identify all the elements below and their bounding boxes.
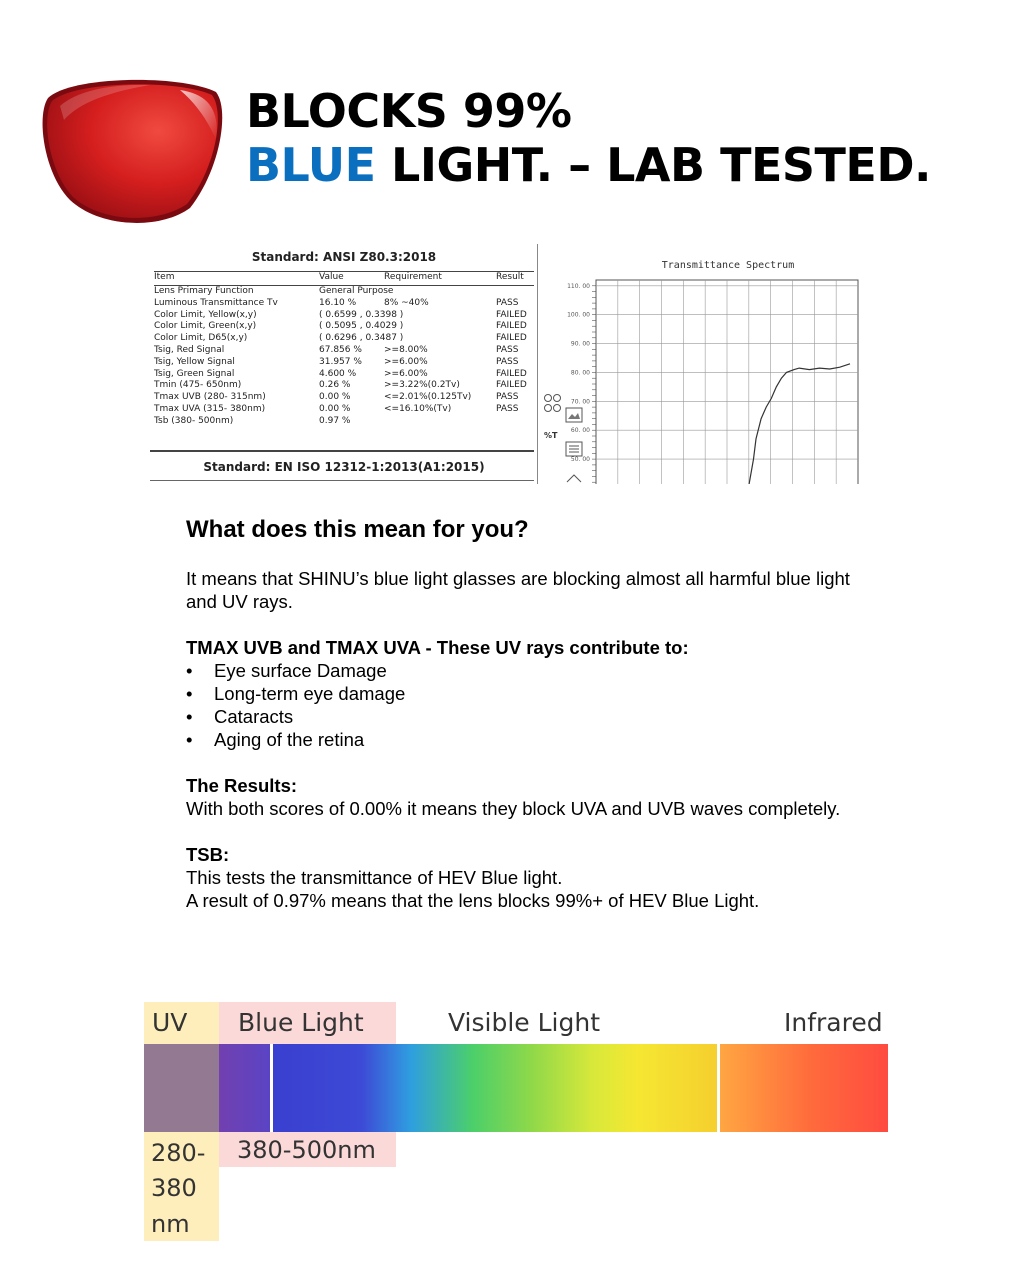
row-value: 0.00 % — [319, 392, 351, 403]
y-tick-label: 90. 00 — [570, 340, 590, 348]
list-item — [186, 682, 866, 705]
y-tick-label: 50. 00 — [570, 456, 590, 464]
table-row — [154, 357, 534, 369]
row-item: Color Limit, D65(x,y) — [154, 333, 248, 344]
lab-report — [148, 242, 540, 484]
pan-icon[interactable] — [545, 395, 561, 412]
list-item — [186, 659, 866, 682]
y-tick-label: 80. 00 — [570, 369, 590, 377]
table-row — [154, 380, 534, 392]
row-requirement: >=6.00% — [384, 356, 428, 367]
tsb-line-2: A result of 0.97% means that the lens blocks 99%+ of HEV Blue Light. — [186, 890, 760, 911]
row-item: Tsig, Green Signal — [154, 368, 235, 379]
row-item: Tsb (380- 500nm) — [154, 415, 234, 426]
row-value: 67.856 % — [319, 345, 362, 355]
table-row — [154, 333, 534, 345]
y-axis-label: %T — [544, 431, 558, 440]
row-result: PASS — [496, 297, 519, 308]
uv-heading: TMAX UVB and TMAX UVA - These UV rays contribute to: — [186, 637, 689, 658]
row-item: Lens Primary Function — [154, 286, 254, 296]
row-value: 0.00 % — [319, 404, 351, 414]
uv-label: UV — [152, 1008, 188, 1037]
explanation-section — [186, 518, 866, 935]
row-value: ( 0.6296 , 0.3487 ) — [319, 333, 404, 344]
row-value: ( 0.5095 , 0.4029 ) — [319, 321, 404, 332]
row-result: FAILED — [496, 309, 527, 320]
col-header-requirement: Requirement — [384, 272, 442, 282]
infrared-band — [720, 1044, 888, 1132]
row-value: General Purpose — [319, 286, 394, 296]
row-item: Color Limit, Green(x,y) — [154, 321, 257, 332]
headline — [246, 84, 931, 192]
row-result: PASS — [496, 392, 519, 403]
headline-line-2 — [246, 138, 931, 192]
row-result: FAILED — [496, 321, 527, 332]
image-icon[interactable] — [566, 408, 582, 422]
grid-view-icon[interactable] — [566, 442, 582, 456]
home-icon[interactable] — [567, 475, 581, 482]
row-item: Tsig, Red Signal — [154, 345, 225, 355]
uv-range-line-2: 380 — [151, 1174, 197, 1202]
violet-band — [219, 1044, 270, 1132]
table-row — [154, 392, 534, 404]
uv-range-line-3: nm — [151, 1210, 190, 1238]
report-header-row — [154, 271, 534, 286]
row-requirement: <=16.10%(Tv) — [384, 404, 452, 414]
y-tick-label: 70. 00 — [570, 398, 590, 406]
table-row — [154, 310, 534, 322]
red-lens-image — [30, 70, 230, 230]
standard-title-en-iso: Standard: EN ISO 12312-1:2013(A1:2015) — [203, 460, 485, 474]
row-value: 0.26 % — [319, 380, 351, 391]
row-value: 0.97 % — [319, 415, 351, 426]
tsb-heading: TSB: — [186, 844, 230, 865]
blue-light-range: 380-500nm — [237, 1136, 376, 1164]
row-value: 16.10 % — [319, 297, 357, 308]
row-item: Color Limit, Yellow(x,y) — [154, 309, 257, 320]
list-item-text: Eye surface Damage — [214, 660, 387, 681]
chart-title: Transmittance Spectrum — [661, 260, 795, 271]
results-block — [186, 774, 866, 820]
row-item: Tsig, Yellow Signal — [154, 356, 235, 367]
transmittance-spectrum-chart — [540, 244, 864, 484]
blue-light-label: Blue Light — [238, 1008, 364, 1037]
row-requirement: >=3.22%(0.2Tv) — [384, 380, 460, 391]
row-result: PASS — [496, 356, 519, 367]
bullet: • — [186, 660, 193, 681]
table-row — [154, 369, 534, 381]
standard-title-ansi: Standard: ANSI Z80.3:2018 — [251, 250, 437, 264]
list-item-text: Long-term eye damage — [214, 683, 406, 704]
row-result: PASS — [496, 345, 519, 355]
bullet: • — [186, 706, 193, 727]
table-row — [154, 298, 534, 310]
report-bottom-rule — [150, 480, 534, 481]
table-row — [154, 321, 534, 333]
list-item-text: Aging of the retina — [214, 729, 365, 750]
chart-y-ticks — [567, 283, 590, 463]
row-item: Luminous Transmittance Tv — [154, 297, 278, 308]
results-heading: The Results: — [186, 775, 298, 796]
explanation-heading: What does this mean for you? — [186, 516, 529, 543]
row-result: FAILED — [496, 333, 527, 344]
row-requirement: 8% ~40% — [384, 297, 429, 308]
table-row — [154, 404, 534, 416]
report-divider — [150, 450, 534, 452]
report-chart-divider — [537, 244, 538, 484]
uv-effects-list — [186, 659, 866, 751]
headline-blue-word: BLUE — [246, 138, 376, 192]
chart-grid — [592, 280, 858, 484]
visible-spectrum-band — [273, 1044, 717, 1132]
tsb-block — [186, 843, 866, 912]
row-requirement: <=2.01%(0.125Tv) — [384, 392, 472, 403]
row-requirement: >=8.00% — [384, 345, 428, 355]
headline-line-1: BLOCKS 99% — [246, 84, 572, 138]
col-header-item: Item — [154, 272, 175, 282]
row-result: FAILED — [496, 368, 527, 379]
headline-line-2-rest: LIGHT. – LAB TESTED. — [375, 138, 931, 192]
list-item-text: Cataracts — [214, 706, 294, 727]
col-header-value: Value — [319, 272, 344, 282]
y-tick-label: 60. 00 — [570, 427, 590, 435]
col-header-result: Result — [496, 272, 524, 282]
table-row — [154, 345, 534, 357]
list-item — [186, 728, 866, 751]
row-result: FAILED — [496, 380, 527, 391]
intro-paragraph: It means that SHINU’s blue light glasses are blocking almost all harmful blue light and UV rays. — [186, 568, 850, 612]
tsb-line-1: This tests the transmittance of HEV Blue light. — [186, 867, 563, 888]
table-row — [154, 416, 534, 428]
row-result: PASS — [496, 404, 519, 414]
row-item: Tmax UVB (280- 315nm) — [154, 392, 266, 403]
row-item: Tmin (475- 650nm) — [154, 380, 242, 391]
row-value: 31.957 % — [319, 356, 362, 367]
row-item: Tmax UVA (315- 380nm) — [154, 404, 266, 414]
bullet: • — [186, 729, 193, 750]
y-tick-label: 110. 00 — [567, 282, 590, 290]
uv-range-line-1: 280- — [151, 1139, 206, 1167]
row-value: ( 0.6599 , 0.3398 ) — [319, 309, 404, 320]
uv-band — [144, 1044, 219, 1132]
infrared-label: Infrared — [784, 1008, 883, 1037]
row-requirement: >=6.00% — [384, 368, 428, 379]
bullet: • — [186, 683, 193, 704]
list-item — [186, 705, 866, 728]
results-text: With both scores of 0.00% it means they block UVA and UVB waves completely. — [186, 798, 841, 819]
table-row — [154, 286, 534, 298]
row-value: 4.600 % — [319, 368, 357, 379]
y-tick-label: 100. 00 — [567, 311, 590, 319]
visible-light-label: Visible Light — [448, 1008, 601, 1037]
